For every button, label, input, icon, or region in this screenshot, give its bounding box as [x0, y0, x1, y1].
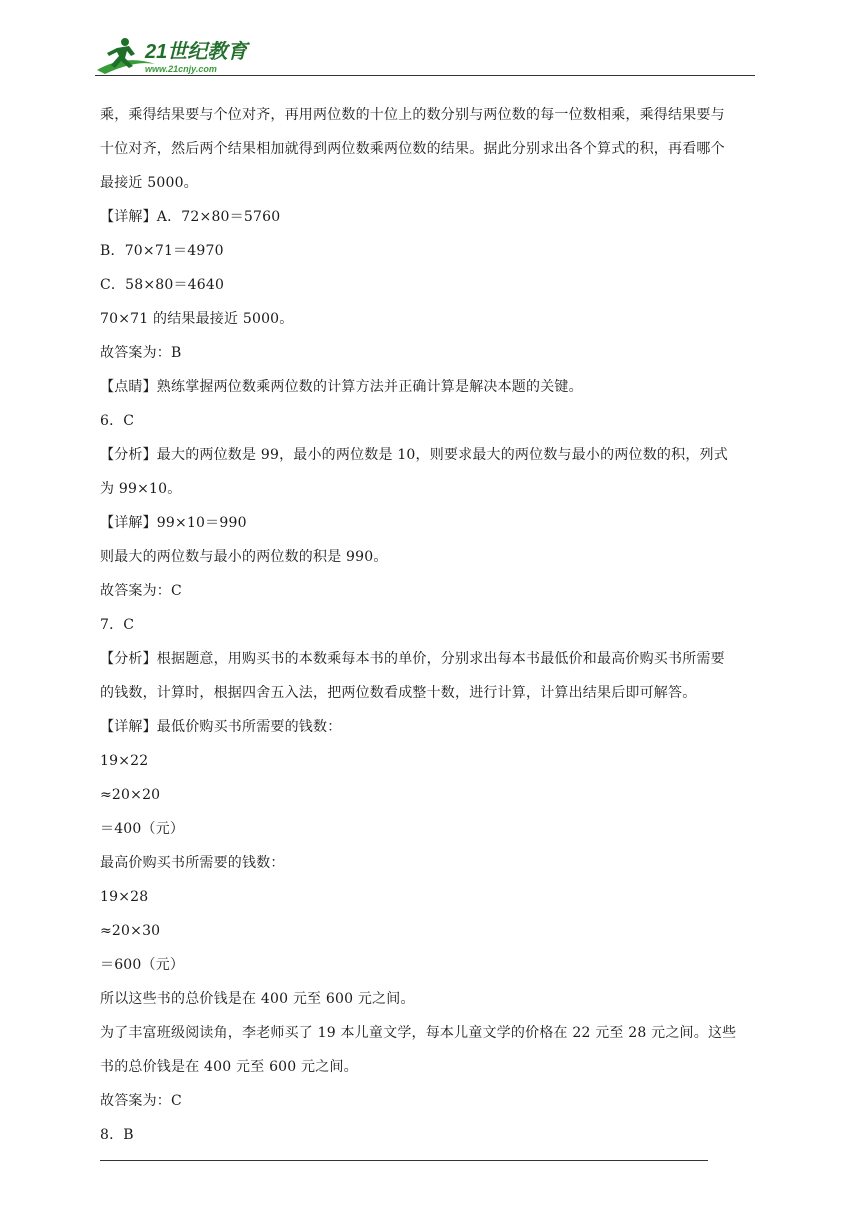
text-line: 【详解】99×10＝990 — [100, 515, 247, 531]
page-header — [95, 30, 755, 80]
text-line: B．70×71＝4970 — [100, 243, 224, 259]
text-line: C．58×80＝4640 — [100, 277, 225, 293]
text-line: 最高价购买书所需要的钱数： — [100, 855, 285, 871]
text-line: 70×71 的结果最接近 5000。 — [100, 311, 294, 327]
text-line: ＝600（元） — [100, 957, 185, 973]
site-logo — [95, 34, 265, 76]
logo-text: 21世纪教育 — [145, 41, 248, 63]
text-line: 19×28 — [100, 889, 149, 905]
text-line: 故答案为：C — [100, 1093, 182, 1109]
text-line: ≈20×30 — [100, 923, 161, 939]
header-divider — [95, 75, 755, 76]
text-line: 【详解】最低价购买书所需要的钱数： — [100, 719, 342, 735]
text-line: 19×22 — [100, 753, 149, 769]
text-line: 为了丰富班级阅读角，李老师买了 19 本儿童文学，每本儿童文学的价格在 22 元至 28 元之间。这些 — [100, 1025, 737, 1041]
text-line: 为 99×10。 — [100, 481, 182, 497]
document-body — [100, 98, 760, 1152]
question-number: 6．C — [100, 413, 135, 429]
text-line: ≈20×20 — [100, 787, 161, 803]
text-line: 所以这些书的总价钱是在 400 元至 600 元之间。 — [100, 991, 415, 1007]
text-line: 的钱数，计算时，根据四舍五入法，把两位数看成整十数，进行计算，计算出结果后即可解答。 — [100, 685, 697, 701]
text-line: 故答案为：C — [100, 583, 182, 599]
footer-divider — [100, 1160, 708, 1161]
text-line: 【分析】根据题意，用购买书的本数乘每本书的单价，分别求出每本书最低价和最高价购买书所需要 — [100, 651, 725, 667]
text-line: 【点睛】熟练掌握两位数乘两位数的计算方法并正确计算是解决本题的关键。 — [100, 379, 583, 395]
text-line: 【详解】A．72×80＝5760 — [100, 209, 281, 225]
question-number: 8．B — [100, 1127, 134, 1143]
question-number: 7．C — [100, 617, 135, 633]
text-line: 十位对齐，然后两个结果相加就得到两位数乘两位数的结果。据此分别求出各个算式的积，再看哪个 — [100, 141, 725, 157]
text-line: 书的总价钱是在 400 元至 600 元之间。 — [100, 1059, 358, 1075]
text-line: 最接近 5000。 — [100, 175, 198, 191]
text-line: 乘，乘得结果要与个位对齐，再用两位数的十位上的数分别与两位数的每一位数相乘，乘得结果要与 — [100, 107, 725, 123]
text-line: 故答案为：B — [100, 345, 182, 361]
text-line: ＝400（元） — [100, 821, 185, 837]
text-line: 则最大的两位数与最小的两位数的积是 990。 — [100, 549, 388, 565]
text-line: 【分析】最大的两位数是 99，最小的两位数是 10，则要求最大的两位数与最小的两位数的积，列式 — [100, 447, 728, 463]
logo-url: www.21cnjy.com — [145, 64, 217, 74]
